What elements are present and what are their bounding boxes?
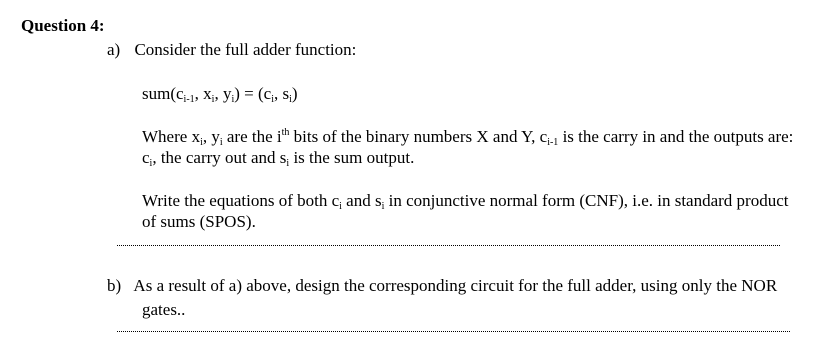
task-text: and xyxy=(341,191,375,210)
eq-sep: , xyxy=(194,84,204,103)
eq-sep: , xyxy=(273,84,283,103)
task-c: c xyxy=(331,191,340,210)
where-text: , xyxy=(202,127,212,146)
where-th: th xyxy=(281,127,290,138)
task-c-sub: i xyxy=(339,201,342,212)
where-line-1 xyxy=(142,127,793,147)
task-s: s xyxy=(374,191,382,210)
where-text: is the carry in and the outputs are: xyxy=(558,127,794,146)
part-b-line-2: gates.. xyxy=(142,300,186,319)
eq-close: ) xyxy=(291,84,298,103)
where-s-sub: i xyxy=(286,158,290,169)
where-text: are the i xyxy=(222,127,282,146)
question-heading: Question 4: xyxy=(21,16,105,35)
answer-line-b xyxy=(117,331,790,332)
where-y: y xyxy=(211,127,220,146)
task-line-2: of sums (SPOS). xyxy=(142,212,256,231)
where-c: c xyxy=(539,127,548,146)
task-s-sub: i xyxy=(381,201,385,212)
where-x: x xyxy=(191,127,201,146)
where-text: is the sum output. xyxy=(289,148,415,167)
task-line-1 xyxy=(142,191,789,211)
eq-y-sub: i xyxy=(231,94,235,105)
where-c-out: c xyxy=(142,148,150,167)
eq-sep: , xyxy=(214,84,223,103)
eq-c-out: c xyxy=(263,84,272,103)
where-s: s xyxy=(279,148,287,167)
where-text: Where xyxy=(142,127,192,146)
part-b-text: As a result of a) above, design the corresponding circuit for the full adder, using only the NOR xyxy=(133,276,778,295)
eq-s: s xyxy=(282,84,290,103)
part-a-intro-line xyxy=(107,40,356,60)
eq-x: x xyxy=(203,84,212,103)
where-c-out-sub: i xyxy=(149,158,153,169)
where-text: bits of the binary numbers X and Y, xyxy=(289,127,540,146)
eq-y: y xyxy=(222,84,232,103)
sum-equation xyxy=(142,84,298,104)
task-text: Write the equations of both xyxy=(142,191,332,210)
where-c-sub: i-1 xyxy=(547,137,559,148)
where-y-sub: i xyxy=(219,137,223,148)
eq-c: c xyxy=(176,84,184,103)
eq-x-sub: i xyxy=(211,94,215,105)
eq-equals: ) = ( xyxy=(234,84,264,103)
part-b-marker: b) xyxy=(107,276,122,295)
part-b-line-1 xyxy=(107,276,777,296)
eq-c-sub: i-1 xyxy=(183,94,195,105)
where-text: , the carry out and xyxy=(152,148,280,167)
eq-c-out-sub: i xyxy=(271,94,274,105)
part-a-intro: Consider the full adder function: xyxy=(134,40,357,59)
eq-func: sum( xyxy=(142,84,176,103)
part-a-marker: a) xyxy=(107,40,121,59)
where-line-2 xyxy=(142,148,414,168)
eq-s-sub: i xyxy=(289,94,292,105)
task-text: in conjunctive normal form (CNF), i.e. in standard product xyxy=(384,191,789,210)
where-x-sub: i xyxy=(200,137,203,148)
answer-line-a xyxy=(117,245,780,246)
